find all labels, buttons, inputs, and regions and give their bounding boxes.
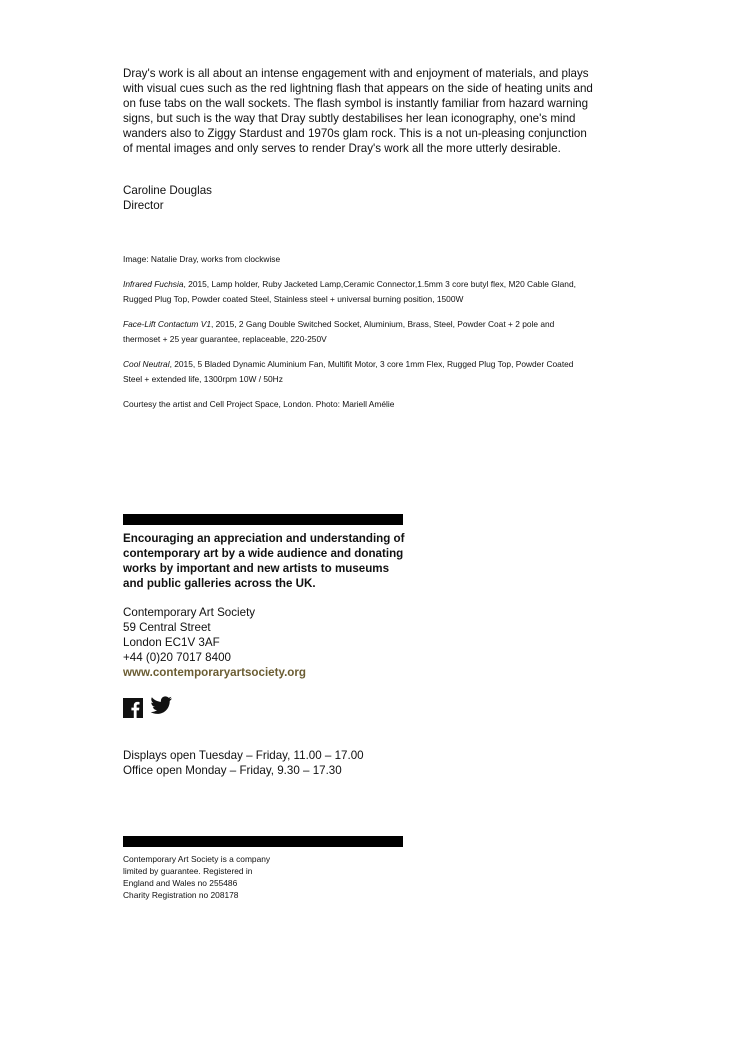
legal-notice	[123, 853, 293, 901]
opening-hours	[123, 748, 364, 778]
signature-role: Director	[123, 199, 164, 212]
legal-line: Contemporary Art Society is a company	[123, 854, 271, 864]
office-hours: Office open Monday – Friday, 9.30 – 17.30	[123, 764, 342, 777]
city: London EC1V 3AF	[123, 636, 220, 649]
work-title: Face-Lift Contactum V1	[123, 319, 211, 329]
legal-line: Charity Registration no 208178	[123, 890, 239, 900]
contact-address	[123, 605, 306, 680]
org-name: Contemporary Art Society	[123, 606, 256, 619]
work-details: , 2015, 5 Bladed Dynamic Aluminium Fan, Multifit Motor, 3 core 1mm Flex, Rugged Plug Top, Powder Coated Steel + extended life, 1300rpm 10W / 50Hz	[123, 359, 574, 384]
work-details: , 2015, Lamp holder, Ruby Jacketed Lamp,Ceramic Connector,1.5mm 3 core butyl flex, M20 Cable Gland, Rugged Plug Top, Powder coated Steel, Stainless steel + universal burning position, 1500W	[123, 279, 576, 304]
facebook-icon[interactable]	[123, 698, 143, 718]
phone: +44 (0)20 7017 8400	[123, 651, 231, 664]
article-body	[123, 66, 593, 156]
work-title: Cool Neutral	[123, 359, 170, 369]
signature-name: Caroline Douglas	[123, 184, 212, 197]
work-details: , 2015, 2 Gang Double Switched Socket, Aluminium, Brass, Steel, Powder Coat + 2 pole and thermoset + 25 year guarantee, replaceable, 220-250V	[123, 319, 555, 344]
caption-credit: Courtesy the artist and Cell Project Space, London. Photo: Mariell Amélie	[123, 399, 395, 409]
street: 59 Central Street	[123, 621, 211, 634]
work-title: Infrared Fuchsia	[123, 279, 184, 289]
website-link[interactable]: www.contemporaryartsociety.org	[123, 666, 306, 679]
intro-paragraph: Dray's work is all about an intense engagement with and enjoyment of materials, and plays with visual cues such as the red lightning flash that appears on the side of heating units and on fuse tabs on the wall sockets. The flash symbol is instantly familiar from hazard warning signs, but such is the way that Dray subtly destabilises her lean iconography, one's mind wanders also to Ziggy Stardust and 1970s glam rock. This is a not un-pleasing conjunction of mental images and only serves to render Dray's work all the more utterly desirable.	[123, 67, 593, 155]
legal-line: limited by guarantee. Registered in	[123, 866, 253, 876]
signature	[123, 183, 212, 213]
caption-work	[123, 357, 583, 387]
legal-line: England and Wales no 255486	[123, 878, 238, 888]
caption-work	[123, 277, 583, 307]
social-links	[123, 698, 173, 718]
image-caption	[123, 252, 583, 412]
divider-bar	[123, 836, 403, 847]
displays-hours: Displays open Tuesday – Friday, 11.00 – 17.00	[123, 749, 364, 762]
caption-heading: Image: Natalie Dray, works from clockwise	[123, 254, 281, 264]
caption-work	[123, 317, 583, 347]
mission-statement: Encouraging an appreciation and understanding of contemporary art by a wide audience and donating works by important and new artists to museums and public galleries across the UK.	[123, 532, 405, 590]
twitter-icon[interactable]	[149, 696, 173, 721]
divider-bar	[123, 514, 403, 525]
